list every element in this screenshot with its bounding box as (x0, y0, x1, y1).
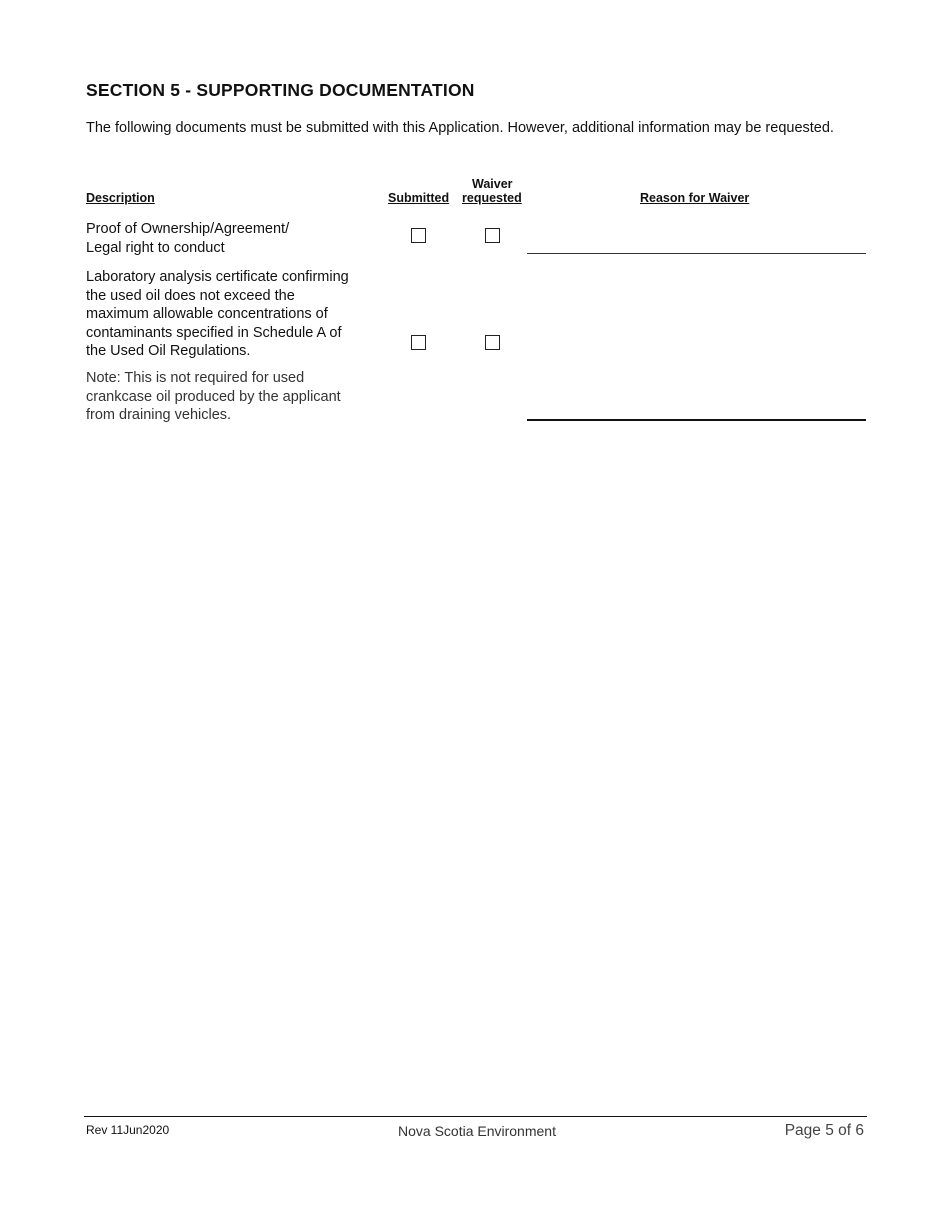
row-2-note (86, 369, 341, 425)
section-title: SECTION 5 - SUPPORTING DOCUMENTATION (86, 80, 475, 100)
row-2-reason-underline (527, 419, 866, 421)
row-2-description (86, 268, 349, 361)
row-1-reason-underline (527, 253, 866, 254)
row-2-note-line: crankcase oil produced by the applicant (86, 388, 341, 405)
footer-revision: Rev 11Jun2020 (86, 1123, 170, 1137)
header-reason-for-waiver: Reason for Waiver (640, 191, 750, 205)
row-1-line: Legal right to conduct (86, 239, 225, 256)
row-2-submitted-checkbox[interactable] (411, 335, 426, 350)
row-2-note-line: Note: This is not required for used (86, 370, 305, 386)
footer-organization: Nova Scotia Environment (398, 1123, 556, 1139)
header-submitted: Submitted (388, 191, 450, 205)
row-1-reason-field[interactable] (527, 222, 866, 254)
row-1-waiver-checkbox[interactable] (485, 228, 500, 243)
header-waiver-requested: requested (462, 191, 522, 205)
footer-page-number: Page 5 of 6 (784, 1122, 864, 1139)
row-2-line: the Used Oil Regulations. (86, 343, 251, 359)
row-2-note-line: from draining vehicles. (86, 407, 232, 423)
row-2-line: maximum allowable concentrations of (86, 306, 328, 322)
row-1-line: Proof of Ownership/Agreement/ (86, 221, 290, 237)
row-2-reason-field[interactable] (527, 270, 866, 421)
header-waiver-top: Waiver (472, 177, 513, 191)
row-2-line: contaminants specified in Schedule A of (86, 324, 342, 341)
section-intro: The following documents must be submitted with this Application. However, additional information may be requested. (86, 120, 834, 136)
row-1-description (86, 220, 289, 257)
row-2-waiver-checkbox[interactable] (485, 335, 500, 350)
footer-rule (84, 1116, 867, 1117)
header-description: Description (86, 191, 155, 205)
row-1-submitted-checkbox[interactable] (411, 228, 426, 243)
row-2-line: the used oil does not exceed the (86, 287, 295, 304)
row-2-line: Laboratory analysis certificate confirming (86, 269, 349, 285)
